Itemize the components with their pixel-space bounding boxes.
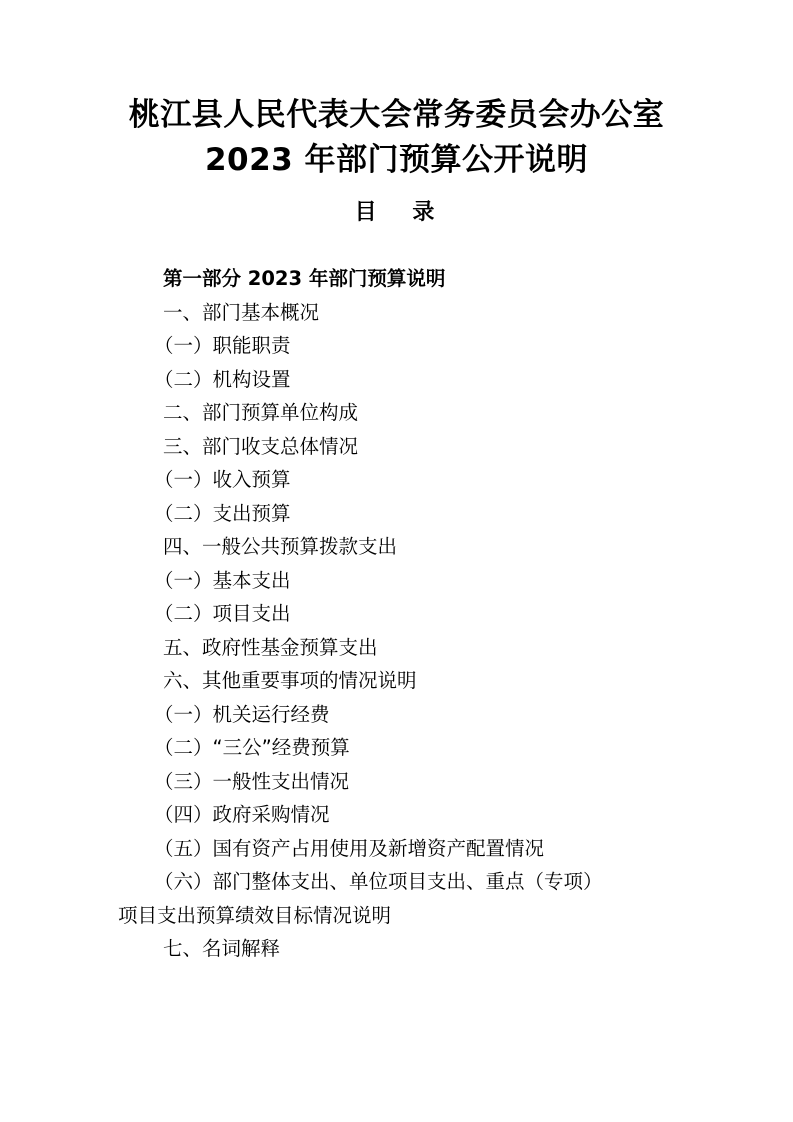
toc-subitem: （二）支出预算 xyxy=(154,501,291,525)
toc-subitem: （二）项目支出 xyxy=(154,602,291,625)
toc-item: 四、一般公共预算拨款支出 xyxy=(163,535,398,558)
document-title-line-1: 桃江县人民代表大会常务委员会办公室 xyxy=(128,97,665,133)
toc-subitem: （一）职能职责 xyxy=(154,334,291,357)
toc-subitem: （一）基本支出 xyxy=(154,568,291,592)
toc-subitem: （一）机关运行经费 xyxy=(154,702,330,726)
toc-subitem: （四）政府采购情况 xyxy=(154,803,330,826)
toc-subitem-continuation: 项目支出预算绩效目标情况说明 xyxy=(118,903,392,927)
toc-item: 二、部门预算单位构成 xyxy=(163,401,359,424)
toc-subitem: （一）收入预算 xyxy=(154,468,291,491)
toc-item: 五、政府性基金预算支出 xyxy=(163,635,378,659)
document-title-line-2: 2023 年部门预算公开说明 xyxy=(204,142,589,178)
toc-subitem: （二）“三公”经费预算 xyxy=(154,736,350,759)
toc-item: 三、部门收支总体情况 xyxy=(163,434,359,458)
toc-item: 六、其他重要事项的情况说明 xyxy=(163,669,417,692)
toc-item: 一、部门基本概况 xyxy=(163,300,320,324)
toc-subitem: （二）机构设置 xyxy=(154,367,291,391)
toc-subitem: （五）国有资产占用使用及新增资产配置情况 xyxy=(154,836,545,860)
toc-heading: 目 录 xyxy=(354,200,449,225)
toc-subitem: （六）部门整体支出、单位项目支出、重点（专项） xyxy=(154,870,603,893)
toc-item: 七、名词解释 xyxy=(163,937,281,960)
toc-item-part-1: 第一部分 2023 年部门预算说明 xyxy=(163,267,446,290)
toc-subitem: （三）一般性支出情况 xyxy=(154,769,350,793)
table-of-contents xyxy=(118,262,678,966)
